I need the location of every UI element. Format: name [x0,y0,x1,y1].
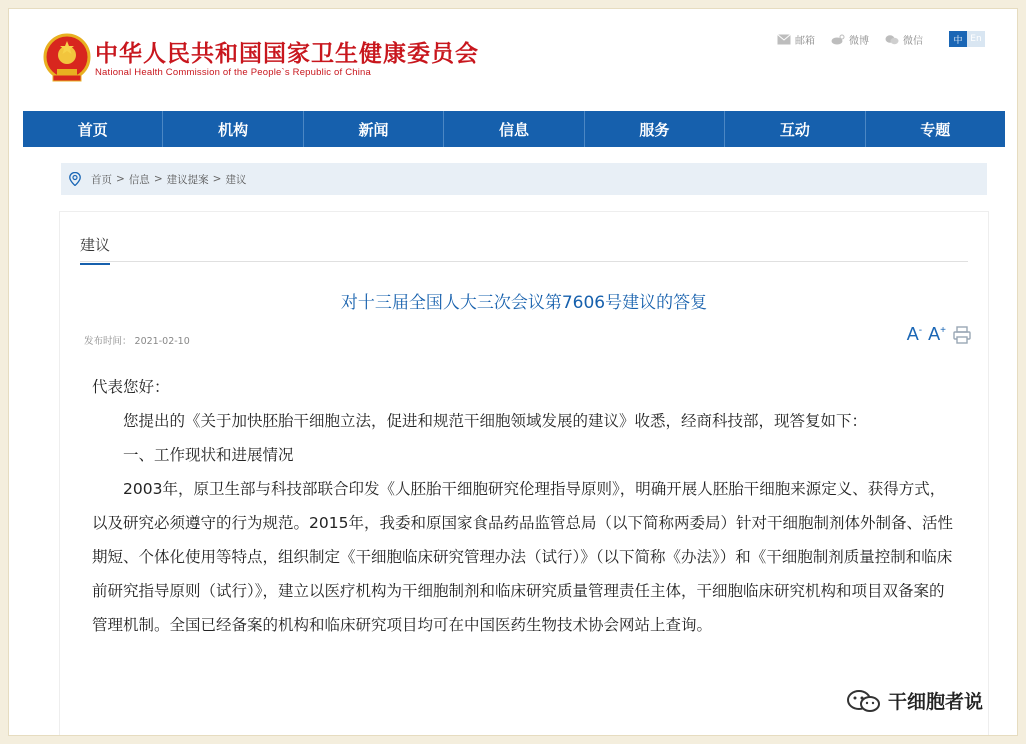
site-header [9,9,1017,109]
mail-link-label: 邮箱 [795,35,815,47]
font-decrease-label: A [906,324,919,344]
site-title: 中华人民共和国国家卫生健康委员会 [95,41,479,67]
language-switch [949,31,985,47]
watermark [842,685,987,716]
lang-zh-button[interactable]: 中 [949,31,967,47]
article-title: 对十三届全国人大三次会议第7606号建议的答复 [340,293,708,313]
main-nav [23,111,1005,147]
breadcrumb-home[interactable]: 首页 [91,173,112,186]
wechat-icon [885,34,899,45]
intro-paragraph: 您提出的《关于加快胚胎干细胞立法，促进和规范干细胞领域发展的建议》收悉，经商科技部，现答复如下： [123,412,868,430]
breadcrumb-proposals[interactable]: 建议提案 [166,173,209,186]
publish-date [84,333,190,347]
breadcrumb [61,163,987,195]
section-heading: 一、工作现状和进展情况 [123,446,294,464]
section-tab[interactable]: 建议 [80,234,110,265]
breadcrumb-suggestion[interactable]: 建议 [225,173,247,186]
nav-item-topics[interactable]: 专题 [920,120,951,139]
wechat-official-account-icon [846,689,882,713]
page-frame [8,8,1018,736]
publish-date-value: 2021-02-10 [134,336,190,347]
nav-item-organization[interactable]: 机构 [163,111,303,147]
body-paragraph: 2003年，原卫生部与科技部联合印发《人胚胎干细胞研究伦理指导原则》，明确开展人胚胎干细胞来源定义、获得方式，以及研究必须遵守的行为规范。2015年，我委和原国家食品药品监管总局（以下简称两委局）针对干细胞制剂体外制备、活性期短、个体化使用等特点，组织制定《干细胞临床研究管理办法（试行）》（以下简称《办法》）和《干细胞制剂质量控制和临床前研究指导原则（试行）》，建立以医疗机构为干细胞制剂和临床研究质量管理责任主体，干细胞临床研究机构和项目双备案的管理机制。全国已经备案的机构和临床研究项目均可在中国医药生物技术协会网站上查询。 [92,480,953,634]
nav-item-news[interactable]: 新闻 [304,111,444,147]
article-body [92,370,954,642]
lang-en-button[interactable]: En [967,31,985,47]
mail-icon [777,34,791,45]
breadcrumb-separator: > [153,173,163,185]
weibo-icon [831,34,845,45]
nav-item-home[interactable]: 首页 [23,111,163,147]
mail-link[interactable] [777,32,815,47]
font-increase-label: A [928,324,941,344]
publish-date-label: 发布时间： [84,336,132,347]
greeting-paragraph: 代表您好： [92,378,170,396]
breadcrumb-separator: > [116,173,125,185]
print-icon[interactable] [952,325,972,345]
weibo-link-label: 微博 [849,35,869,47]
watermark-text: 干细胞者说 [887,691,983,713]
nav-item-interaction[interactable]: 互动 [725,111,865,147]
wechat-link-label: 微信 [903,35,923,47]
site-subtitle: National Health Commission of the People`s Republic of China [95,67,372,78]
article-card [59,211,989,736]
wechat-link[interactable] [885,32,923,47]
national-emblem-icon [43,33,91,85]
weibo-link[interactable] [831,32,869,47]
nav-item-services[interactable]: 服务 [585,111,725,147]
breadcrumb-separator: > [212,173,222,185]
article-tools [907,324,972,345]
top-links [777,31,985,47]
nav-item-information[interactable]: 信息 [444,111,584,147]
location-pin-icon [69,172,81,186]
font-decrease-button[interactable]: A- [906,324,923,344]
font-increase-button[interactable]: A+ [928,324,946,344]
breadcrumb-information[interactable]: 信息 [128,173,150,186]
tab-divider [80,261,968,262]
